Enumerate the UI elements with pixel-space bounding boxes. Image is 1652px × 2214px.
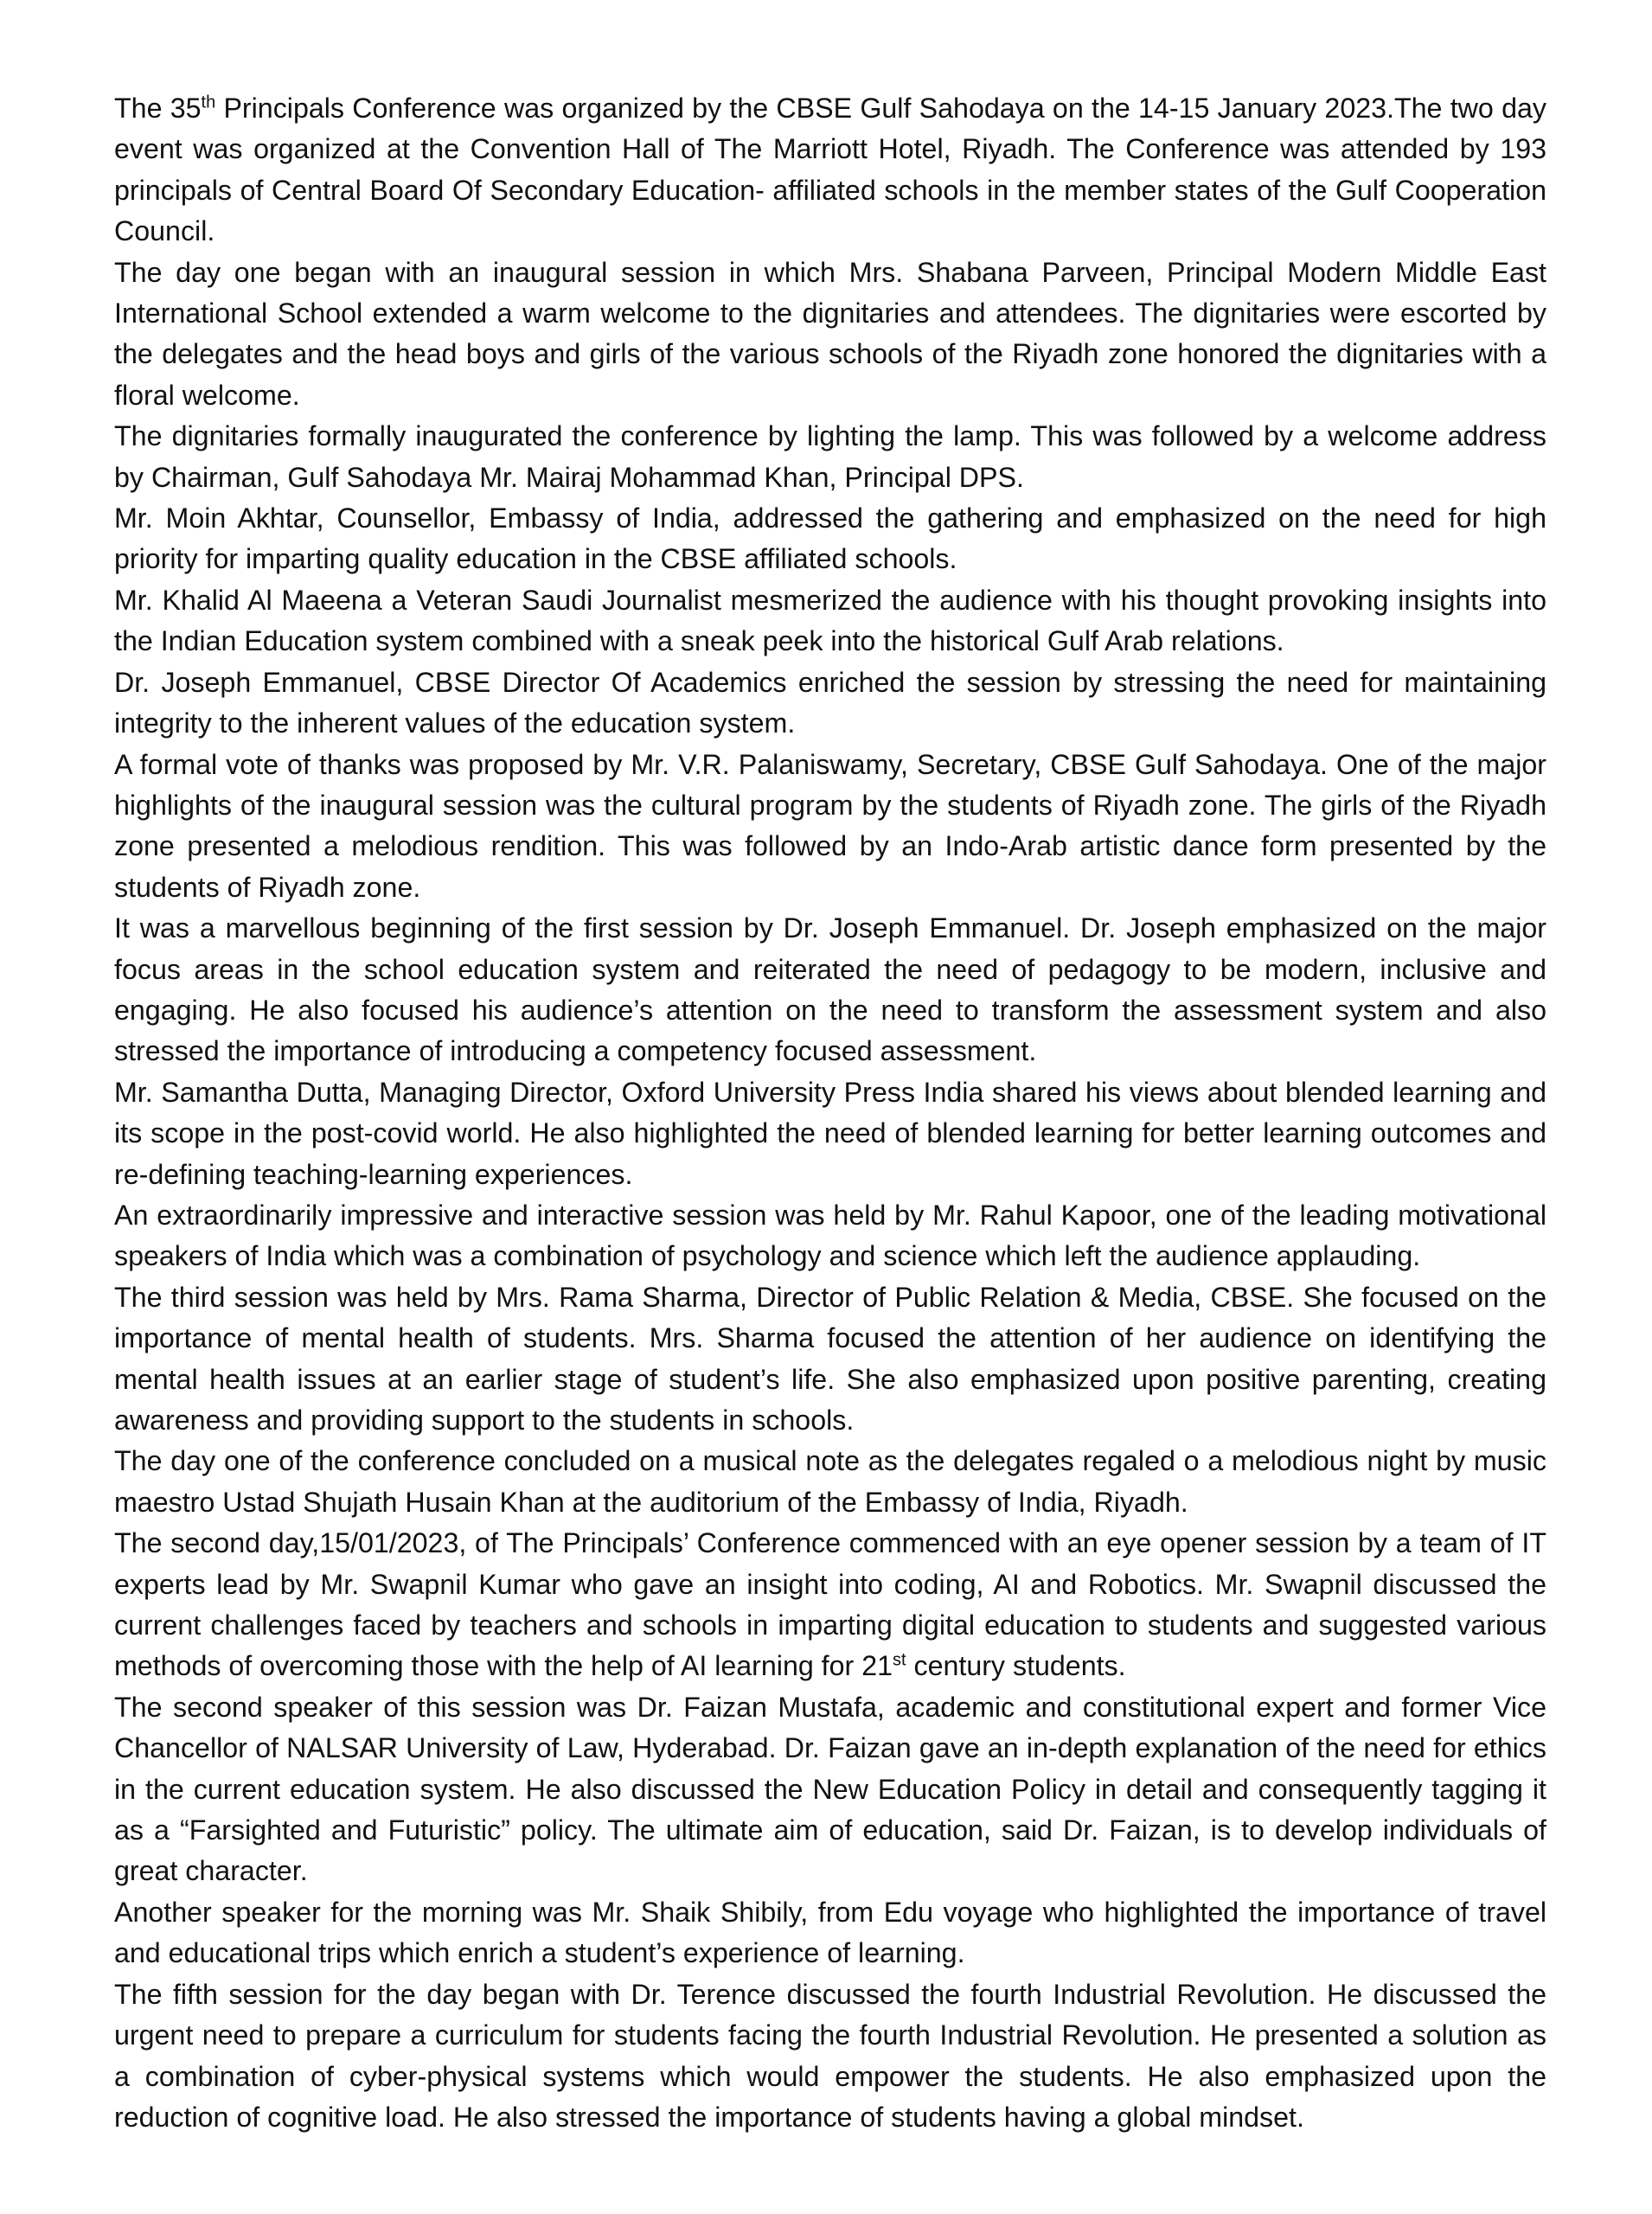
body-paragraph	[114, 1892, 1546, 1974]
paragraph-text: The third session was held by Mrs. Rama Sharma, Director of Public Relation & Media, CBSE. She focused on the importance of mental health of students. Mrs. Sharma focused the attention of her audience on identifying the mental health issues at an earlier stage of student’s life. She also emphasized upon positive parenting, creating awareness and providing support to the students in schools.	[114, 1281, 1546, 1436]
body-paragraph	[114, 253, 1546, 417]
paragraph-text: It was a marvellous beginning of the first session by Dr. Joseph Emmanuel. Dr. Joseph emphasized on the major focus areas in the school education system and reiterated the need of pedagogy to be modern, inclusive and engaging. He also focused his audience’s attention on the need to transform the assessment system and also stressed the importance of introducing a competency focused assessment.	[114, 912, 1546, 1067]
paragraph-text: The day one of the conference concluded on a musical note as the delegates regaled o a melodious night by music maestro Ustad Shujath Husain Khan at the auditorium of the Embassy of India, Riyadh.	[114, 1445, 1546, 1518]
body-paragraph	[114, 1441, 1546, 1523]
body-paragraph	[114, 416, 1546, 498]
paragraph-text: Principals Conference was organized by the CBSE Gulf Sahodaya on the 14-15 January 2023.The two day event was organized at the Convention Hall of The Marriott Hotel, Riyadh. The Conference was attended by 193 principals of Central Board Of Secondary Education- affiliated schools in the member states of the Gulf Cooperation Council.	[114, 93, 1546, 247]
paragraph-text: The dignitaries formally inaugurated the conference by lighting the lamp. This was followed by a welcome address by Chairman, Gulf Sahodaya Mr. Mairaj Mohammad Khan, Principal DPS.	[114, 420, 1546, 493]
paragraph-text: Dr. Joseph Emmanuel, CBSE Director Of Academics enriched the session by stressing the need for maintaining integrity to the inherent values of the education system.	[114, 666, 1546, 739]
body-paragraph	[114, 908, 1546, 1072]
paragraph-text: The 35	[114, 93, 202, 124]
body-paragraph	[114, 745, 1546, 909]
paragraph-text: century students.	[906, 1650, 1126, 1682]
paragraph-text: The second speaker of this session was Dr. Faizan Mustafa, academic and constitutional expert and former Vice Chancellor of NALSAR University of Law, Hyderabad. Dr. Faizan gave an in-depth explanation of the need for ethics in the current education system. He also discussed the New Education Policy in detail and consequently tagging it as a “Farsighted and Futuristic” policy. The ultimate aim of education, said Dr. Faizan, is to develop individuals of great character.	[114, 1691, 1546, 1887]
body-paragraph	[114, 1277, 1546, 1442]
paragraph-text: Another speaker for the morning was Mr. Shaik Shibily, from Edu voyage who highlighted the importance of travel and educational trips which enrich a student’s experience of learning.	[114, 1896, 1546, 1969]
body-paragraph	[114, 1072, 1546, 1195]
paragraph-text: A formal vote of thanks was proposed by Mr. V.R. Palaniswamy, Secretary, CBSE Gulf Sahodaya. One of the major highlights of the inaugural session was the cultural program by the students of Riyadh zone. The girls of the Riyadh zone presented a melodious rendition. This was followed by an Indo-Arab artistic dance form presented by the students of Riyadh zone.	[114, 748, 1546, 903]
paragraph-text: The second day,15/01/2023, of The Principals’ Conference commenced with an eye opener session by a team of IT experts lead by Mr. Swapnil Kumar who gave an insight into coding, AI and Robotics. Mr. Swapnil discussed the current challenges faced by teachers and schools in imparting digital education to students and suggested various methods of overcoming those with the help of AI learning for 21	[114, 1527, 1546, 1682]
paragraph-text: Mr. Moin Akhtar, Counsellor, Embassy of India, addressed the gathering and emphasized on the need for high priority for imparting quality education in the CBSE affiliated schools.	[114, 502, 1546, 575]
body-paragraph	[114, 662, 1546, 745]
body-paragraph	[114, 580, 1546, 662]
body-paragraph	[114, 1974, 1546, 2139]
body-paragraph	[114, 1687, 1546, 1892]
paragraph-text: Mr. Samantha Dutta, Managing Director, Oxford University Press India shared his views about blended learning and its scope in the post-covid world. He also highlighted the need of blended learning for better learning outcomes and re-defining teaching-learning experiences.	[114, 1076, 1546, 1190]
paragraph-text: The day one began with an inaugural session in which Mrs. Shabana Parveen, Principal Modern Middle East International School extended a warm welcome to the dignitaries and attendees. The dignitaries were escorted by the delegates and the head boys and girls of the various schools of the Riyadh zone honored the dignitaries with a floral welcome.	[114, 256, 1546, 411]
body-paragraph	[114, 1195, 1546, 1277]
paragraph-text: The fifth session for the day began with Dr. Terence discussed the fourth Industrial Revolution. He discussed the urgent need to prepare a curriculum for students facing the fourth Industrial Revolution. He presented a solution as a combination of cyber-physical systems which would empower the students. He also emphasized upon the reduction of cognitive load. He also stressed the importance of students having a global mindset.	[114, 1978, 1546, 2133]
body-paragraph	[114, 498, 1546, 580]
body-paragraph	[114, 1523, 1546, 1687]
paragraph-text: An extraordinarily impressive and interactive session was held by Mr. Rahul Kapoor, one of the leading motivational speakers of India which was a combination of psychology and science which left the audience applauding.	[114, 1199, 1546, 1272]
superscript-text: th	[201, 93, 216, 112]
document-page	[114, 88, 1546, 2138]
body-paragraph	[114, 88, 1546, 253]
paragraph-text: Mr. Khalid Al Maeena a Veteran Saudi Journalist mesmerized the audience with his thought provoking insights into the Indian Education system combined with a sneak peek into the historical Gulf Arab relations.	[114, 584, 1546, 657]
superscript-text: st	[893, 1650, 906, 1670]
